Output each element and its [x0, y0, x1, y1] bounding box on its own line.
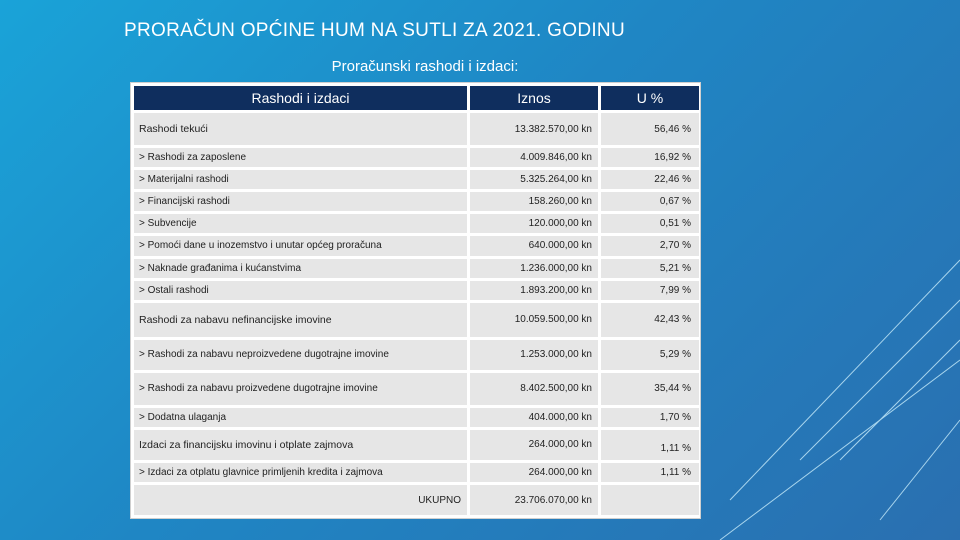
- page-title: PRORAČUN OPĆINE HUM NA SUTLI ZA 2021. GODINU: [124, 20, 625, 41]
- row-amount: 120.000,00 kn: [470, 214, 598, 233]
- row-label: Rashodi za nabavu nefinancijske imovine: [134, 303, 467, 337]
- row-amount: 1.253.000,00 kn: [470, 340, 598, 370]
- row-label: > Izdaci za otplatu glavnice primljenih kredita i zajmova: [134, 463, 467, 482]
- row-percent: 0,67 %: [601, 192, 699, 211]
- row-percent: 22,46 %: [601, 170, 699, 189]
- row-label: > Materijalni rashodi: [134, 170, 467, 189]
- total-label: UKUPNO: [134, 485, 467, 515]
- row-percent: 42,43 %: [601, 303, 699, 337]
- row-percent: 5,21 %: [601, 259, 699, 278]
- row-percent: 1,11 %: [601, 430, 699, 460]
- header-amount: Iznos: [470, 86, 598, 110]
- row-label: > Financijski rashodi: [134, 192, 467, 211]
- table-row: [134, 373, 699, 405]
- table-row: [134, 192, 699, 211]
- row-percent: 16,92 %: [601, 148, 699, 167]
- row-amount: 264.000,00 kn: [470, 430, 598, 460]
- row-label: > Rashodi za nabavu neproizvedene dugotrajne imovine: [134, 340, 467, 370]
- row-label: Izdaci za financijsku imovinu i otplate zajmova: [134, 430, 467, 460]
- row-label: > Subvencije: [134, 214, 467, 233]
- row-amount: 13.382.570,00 kn: [470, 113, 598, 145]
- row-percent: 5,29 %: [601, 340, 699, 370]
- table-row: [134, 340, 699, 370]
- row-label: > Rashodi za zaposlene: [134, 148, 467, 167]
- header-category: Rashodi i izdaci: [134, 86, 467, 110]
- table-row: [134, 170, 699, 189]
- table-total-row: [134, 485, 699, 515]
- budget-table: [130, 82, 701, 519]
- table-row: [134, 430, 699, 460]
- row-percent: 2,70 %: [601, 236, 699, 255]
- row-percent: 35,44 %: [601, 373, 699, 405]
- row-label: > Rashodi za nabavu proizvedene dugotrajne imovine: [134, 373, 467, 405]
- row-amount: 5.325.264,00 kn: [470, 170, 598, 189]
- row-amount: 640.000,00 kn: [470, 236, 598, 255]
- row-label: > Pomoći dane u inozemstvo i unutar općeg proračuna: [134, 236, 467, 255]
- row-percent: 7,99 %: [601, 281, 699, 300]
- row-amount: 404.000,00 kn: [470, 408, 598, 427]
- total-percent: [601, 485, 699, 515]
- table-row: [134, 303, 699, 337]
- row-percent: 1,11 %: [601, 463, 699, 482]
- table-header-row: [134, 86, 699, 110]
- row-amount: 8.402.500,00 kn: [470, 373, 598, 405]
- row-label: > Dodatna ulaganja: [134, 408, 467, 427]
- row-amount: 1.893.200,00 kn: [470, 281, 598, 300]
- table-row: [134, 236, 699, 255]
- table-row: [134, 259, 699, 278]
- row-amount: 158.260,00 kn: [470, 192, 598, 211]
- table-row: [134, 463, 699, 482]
- table-row: [134, 214, 699, 233]
- row-amount: 4.009.846,00 kn: [470, 148, 598, 167]
- table-row: [134, 148, 699, 167]
- row-percent: 1,70 %: [601, 408, 699, 427]
- row-amount: 10.059.500,00 kn: [470, 303, 598, 337]
- row-percent: 0,51 %: [601, 214, 699, 233]
- total-amount: 23.706.070,00 kn: [470, 485, 598, 515]
- row-label: > Ostali rashodi: [134, 281, 467, 300]
- page-subtitle: Proračunski rashodi i izdaci:: [331, 58, 519, 75]
- header-percent: U %: [601, 86, 699, 110]
- table-row: [134, 113, 699, 145]
- table-row: [134, 408, 699, 427]
- table-row: [134, 281, 699, 300]
- row-label: > Naknade građanima i kućanstvima: [134, 259, 467, 278]
- row-amount: 264.000,00 kn: [470, 463, 598, 482]
- row-amount: 1.236.000,00 kn: [470, 259, 598, 278]
- row-percent: 56,46 %: [601, 113, 699, 145]
- row-label: Rashodi tekući: [134, 113, 467, 145]
